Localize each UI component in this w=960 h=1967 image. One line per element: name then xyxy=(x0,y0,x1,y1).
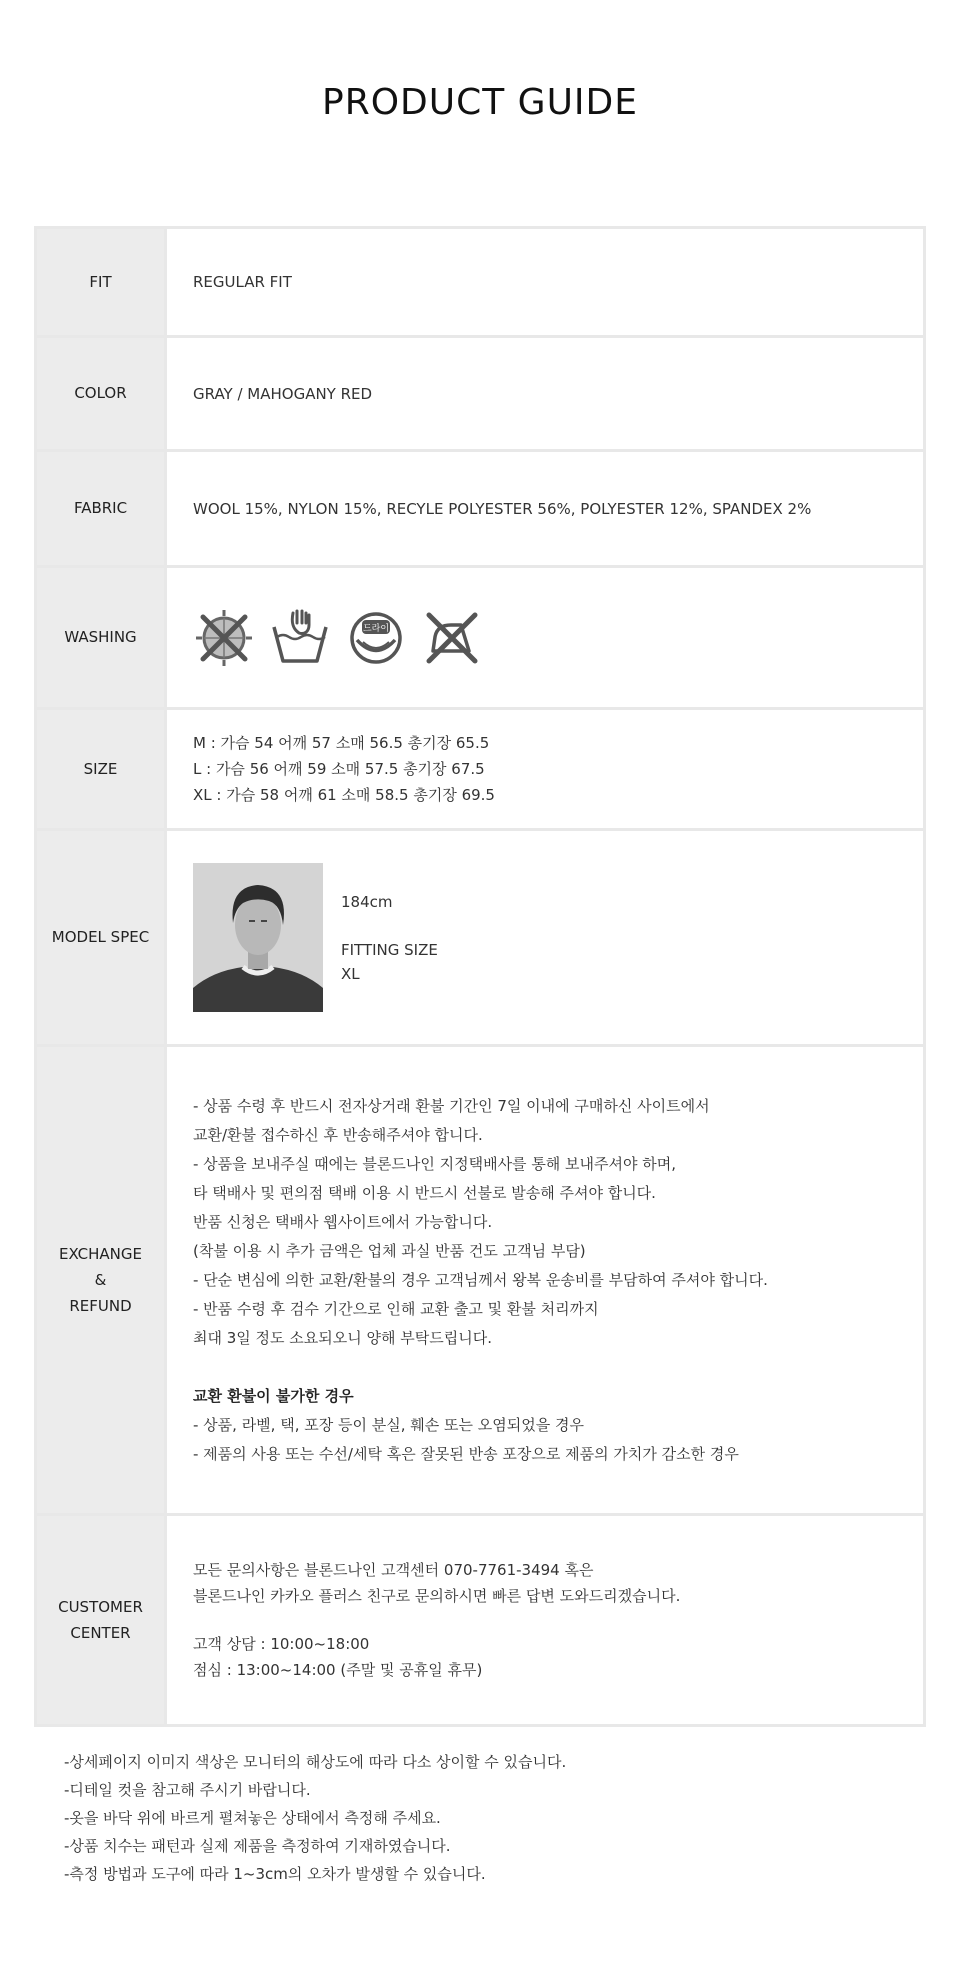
fit-label: FIT xyxy=(37,229,164,335)
exchange-label-line: & xyxy=(94,1271,107,1289)
exchange-refund-value xyxy=(164,1047,923,1513)
model-spec-label: MODEL SPEC xyxy=(37,831,164,1044)
customer-lunch: 점심 : 13:00~14:00 (주말 및 공휴일 휴무) xyxy=(193,1661,483,1679)
model-photo-art xyxy=(193,863,323,1012)
exchange-line: - 반품 수령 후 검수 기간으로 인해 교환 출고 및 환불 처리까지 xyxy=(193,1299,599,1318)
hand-wash-icon xyxy=(269,607,331,669)
color-value: GRAY / MAHOGANY RED xyxy=(164,338,923,449)
no-exchange-line: - 제품의 사용 또는 수선/세탁 혹은 잘못된 반송 포장으로 제품의 가치가 감소한 경우 xyxy=(193,1444,739,1463)
no-exchange-title: 교환 환불이 불가한 경우 xyxy=(193,1386,354,1405)
washing-row xyxy=(37,568,923,710)
exchange-line: 교환/환불 접수하신 후 반송해주셔야 합니다. xyxy=(193,1125,483,1144)
fabric-row xyxy=(37,452,923,568)
product-notes xyxy=(64,1748,566,1888)
exchange-line: - 단순 변심에 의한 교환/환불의 경우 고객님께서 왕복 운송비를 부담하여 주셔야 합니다. xyxy=(193,1270,768,1289)
fit-row xyxy=(37,229,923,338)
fit-value: REGULAR FIT xyxy=(164,229,923,335)
exchange-line: 타 택배사 및 편의점 택배 이용 시 반드시 선불로 발송해 주셔야 합니다. xyxy=(193,1183,656,1202)
customer-label-line: CUSTOMER xyxy=(58,1598,143,1616)
washing-icons xyxy=(193,607,483,669)
customer-center-label xyxy=(37,1516,164,1724)
size-line: M : 가슴 54 어깨 57 소매 56.5 총기장 65.5 xyxy=(193,734,490,752)
size-line: XL : 가슴 58 어깨 61 소매 58.5 총기장 69.5 xyxy=(193,786,495,804)
fitting-size-label: FITTING SIZE xyxy=(341,940,438,959)
product-guide-table xyxy=(34,226,926,1727)
model-photo xyxy=(193,863,323,1012)
note-line: -상품 치수는 패턴과 실제 제품을 측정하여 기재하였습니다. xyxy=(64,1837,451,1855)
customer-hours: 고객 상담 : 10:00~18:00 xyxy=(193,1635,370,1653)
page-title: PRODUCT GUIDE xyxy=(321,82,639,123)
size-value xyxy=(164,710,923,828)
exchange-line: 반품 신청은 택배사 웹사이트에서 가능합니다. xyxy=(193,1212,493,1231)
exchange-refund-row xyxy=(37,1047,923,1516)
dry-clean-icon xyxy=(345,607,407,669)
fitting-size-value: XL xyxy=(341,964,360,983)
no-machine-wash-icon xyxy=(193,607,255,669)
model-spec-row xyxy=(37,831,923,1047)
color-label: COLOR xyxy=(37,338,164,449)
customer-center-value xyxy=(164,1516,923,1724)
model-height: 184cm xyxy=(341,892,393,911)
exchange-label-line: REFUND xyxy=(69,1297,132,1315)
note-line: -측정 방법과 도구에 따라 1~3cm의 오차가 발생할 수 있습니다. xyxy=(64,1865,486,1883)
dry-clean-text: 드라이 xyxy=(362,623,390,634)
note-line: -옷을 바닥 위에 바르게 펼쳐놓은 상태에서 측정해 주세요. xyxy=(64,1809,441,1827)
exchange-label-line: EXCHANGE xyxy=(59,1245,142,1263)
exchange-refund-label xyxy=(37,1047,164,1513)
color-row xyxy=(37,338,923,452)
customer-line: 블론드나인 카카오 플러스 친구로 문의하시면 빠른 답변 도와드리겠습니다. xyxy=(193,1587,681,1605)
size-row xyxy=(37,710,923,831)
model-spec-value xyxy=(164,831,923,1044)
size-line: L : 가슴 56 어깨 59 소매 57.5 총기장 67.5 xyxy=(193,760,485,778)
washing-value xyxy=(164,568,923,707)
customer-label-line: CENTER xyxy=(70,1624,131,1642)
customer-line: 모든 문의사항은 블론드나인 고객센터 070-7761-3494 혹은 xyxy=(193,1561,594,1579)
note-line: -디테일 컷을 참고해 주시기 바랍니다. xyxy=(64,1781,311,1799)
exchange-line: - 상품 수령 후 반드시 전자상거래 환불 기간인 7일 이내에 구매하신 사이트에서 xyxy=(193,1096,710,1115)
exchange-line: (착불 이용 시 추가 금액은 업체 과실 반품 건도 고객님 부담) xyxy=(193,1241,586,1260)
exchange-line: 최대 3일 정도 소요되오니 양해 부탁드립니다. xyxy=(193,1328,492,1347)
no-exchange-line: - 상품, 라벨, 택, 포장 등이 분실, 훼손 또는 오염되었을 경우 xyxy=(193,1415,584,1434)
fabric-label: FABRIC xyxy=(37,452,164,565)
exchange-line: - 상품을 보내주실 때에는 블론드나인 지정택배사를 통해 보내주셔야 하며, xyxy=(193,1154,677,1173)
customer-center-row xyxy=(37,1516,923,1724)
note-line: -상세페이지 이미지 색상은 모니터의 해상도에 따라 다소 상이할 수 있습니다. xyxy=(64,1753,567,1771)
washing-label: WASHING xyxy=(37,568,164,707)
fabric-value: WOOL 15%, NYLON 15%, RECYLE POLYESTER 56%, POLYESTER 12%, SPANDEX 2% xyxy=(164,452,923,565)
size-label: SIZE xyxy=(37,710,164,828)
no-iron-icon xyxy=(421,607,483,669)
